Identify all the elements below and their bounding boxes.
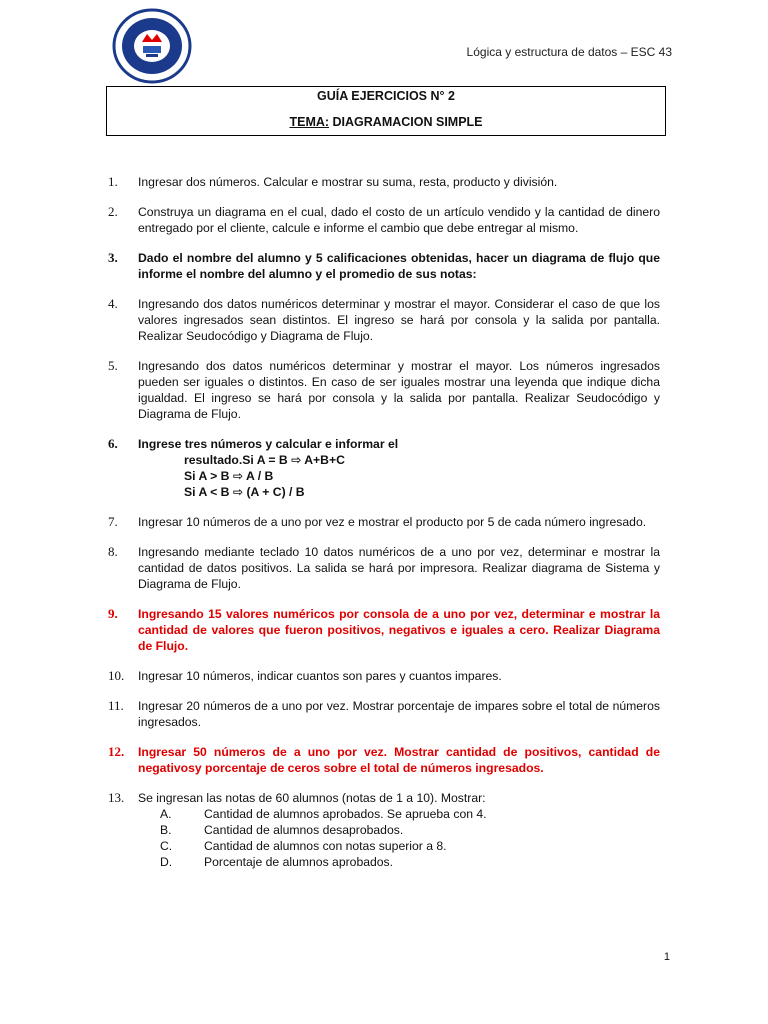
exercise-5	[108, 358, 660, 422]
exercise-text: Ingresar 20 números de a uno por vez. Mostrar porcentaje de impares sobre el total de números ingresados.	[138, 699, 660, 729]
sub-text: Cantidad de alumnos aprobados. Se aprueba con 4.	[204, 807, 487, 821]
exercise-number: 1.	[108, 174, 118, 189]
guide-title: GUÍA EJERCICIOS N° 2	[317, 89, 455, 103]
exercise-8	[108, 544, 660, 592]
topic-value: DIAGRAMACION SIMPLE	[329, 115, 483, 129]
sub-letter: A.	[160, 807, 172, 821]
condition-less: Si A < B ⇨ (A + C) / B	[184, 485, 305, 499]
exercise-text: Ingresando mediante teclado 10 datos numéricos de a uno por vez, determinar e mostrar la cantidad de datos positivos. La salida se hará por impresora. Realizar diagrama de Sistema y Diagrama de Flujo.	[138, 545, 660, 591]
school-logo	[106, 8, 198, 84]
topic-title	[107, 115, 665, 129]
title-box	[106, 86, 666, 136]
sub-letter: D.	[160, 855, 173, 869]
exercise-number: 2.	[108, 204, 118, 219]
exercise-list	[108, 174, 660, 884]
topic-label: TEMA:	[289, 115, 330, 129]
exercise-number: 12.	[108, 744, 125, 759]
exercise-text: Dado el nombre del alumno y 5 calificaciones obtenidas, hacer un diagrama de flujo que informe el nombre del alumno y el promedio de sus notas:	[138, 251, 660, 281]
exercise-number: 8.	[108, 544, 118, 559]
exercise-text: Ingresando dos datos numéricos determinar y mostrar el mayor. Los números ingresados pueden ser iguales o distintos. En caso de ser iguales mostrar una leyenda que indique dicha igualdad. El ingreso se hará por consola y la salida por pantalla. Realizar Seudocódigo y Diagrama de Flujo.	[138, 359, 660, 421]
sub-text: Cantidad de alumnos desaprobados.	[204, 823, 404, 837]
exercise-11	[108, 698, 660, 730]
exercise-text: Ingresar 10 números de a uno por vez e mostrar el producto por 5 de cada número ingresado.	[138, 515, 647, 529]
exercise-number: 4.	[108, 296, 118, 311]
exercise-text: Ingrese tres números y calcular e informar el	[138, 437, 399, 451]
sub-item-d	[138, 854, 660, 870]
course-header: Lógica y estructura de datos – ESC 43	[466, 45, 672, 59]
exercise-number: 7.	[108, 514, 118, 529]
sub-item-b	[138, 822, 660, 838]
exercise-text: Ingresando dos datos numéricos determinar y mostrar el mayor. Considerar el caso de que los valores ingresados sean distintos. El ingreso se hará por consola y la salida por pantalla. Realizar Seudocódigo y Diagrama de Flujo.	[138, 297, 660, 343]
exercise-number: 10.	[108, 668, 125, 683]
exercise-text: Ingresando 15 valores numéricos por consola de a uno por vez, determinar e mostrar la cantidad de valores que fueron positivos, negativos e iguales a cero. Realizar Diagrama de Flujo.	[138, 607, 660, 653]
exercise-number: 9.	[108, 606, 118, 621]
exercise-10	[108, 668, 660, 684]
exercise-number: 6.	[108, 436, 118, 451]
sub-item-c	[138, 838, 660, 854]
exercise-number: 5.	[108, 358, 118, 373]
exercise-text: Se ingresan las notas de 60 alumnos (notas de 1 a 10). Mostrar:	[138, 791, 486, 805]
exercise-9	[108, 606, 660, 654]
exercise-2	[108, 204, 660, 236]
exercise-1	[108, 174, 660, 190]
exercise-6	[108, 436, 660, 500]
page-number: 1	[663, 951, 670, 963]
sub-letter: C.	[160, 839, 173, 853]
sub-text: Cantidad de alumnos con notas superior a 8.	[204, 839, 447, 853]
exercise-number: 3.	[108, 250, 118, 265]
exercise-text: Ingresar dos números. Calcular e mostrar su suma, resta, producto y división.	[138, 175, 558, 189]
condition-greater: Si A > B ⇨ A / B	[184, 469, 274, 483]
exercise-number: 11.	[108, 698, 124, 713]
exercise-3	[108, 250, 660, 282]
condition-equal: resultado.Si A = B ⇨ A+B+C	[184, 453, 345, 467]
exercise-12	[108, 744, 660, 776]
exercise-text: Ingresar 50 números de a uno por vez. Mostrar cantidad de positivos, cantidad de negativosy porcentaje de ceros sobre el total de números ingresados.	[138, 745, 660, 775]
exercise-7	[108, 514, 660, 530]
exercise-text: Ingresar 10 números, indicar cuantos son pares y cuantos impares.	[138, 669, 502, 683]
exercise-4	[108, 296, 660, 344]
exercise-text: Construya un diagrama en el cual, dado el costo de un artículo vendido y la cantidad de dinero entregado por el cliente, calcule e informe el cambio que debe entregar al mismo.	[138, 205, 660, 235]
sub-item-a	[138, 806, 660, 822]
sub-letter: B.	[160, 823, 172, 837]
sub-text: Porcentaje de alumnos aprobados.	[204, 855, 394, 869]
exercise-13	[108, 790, 660, 870]
exercise-number: 13.	[108, 790, 125, 805]
